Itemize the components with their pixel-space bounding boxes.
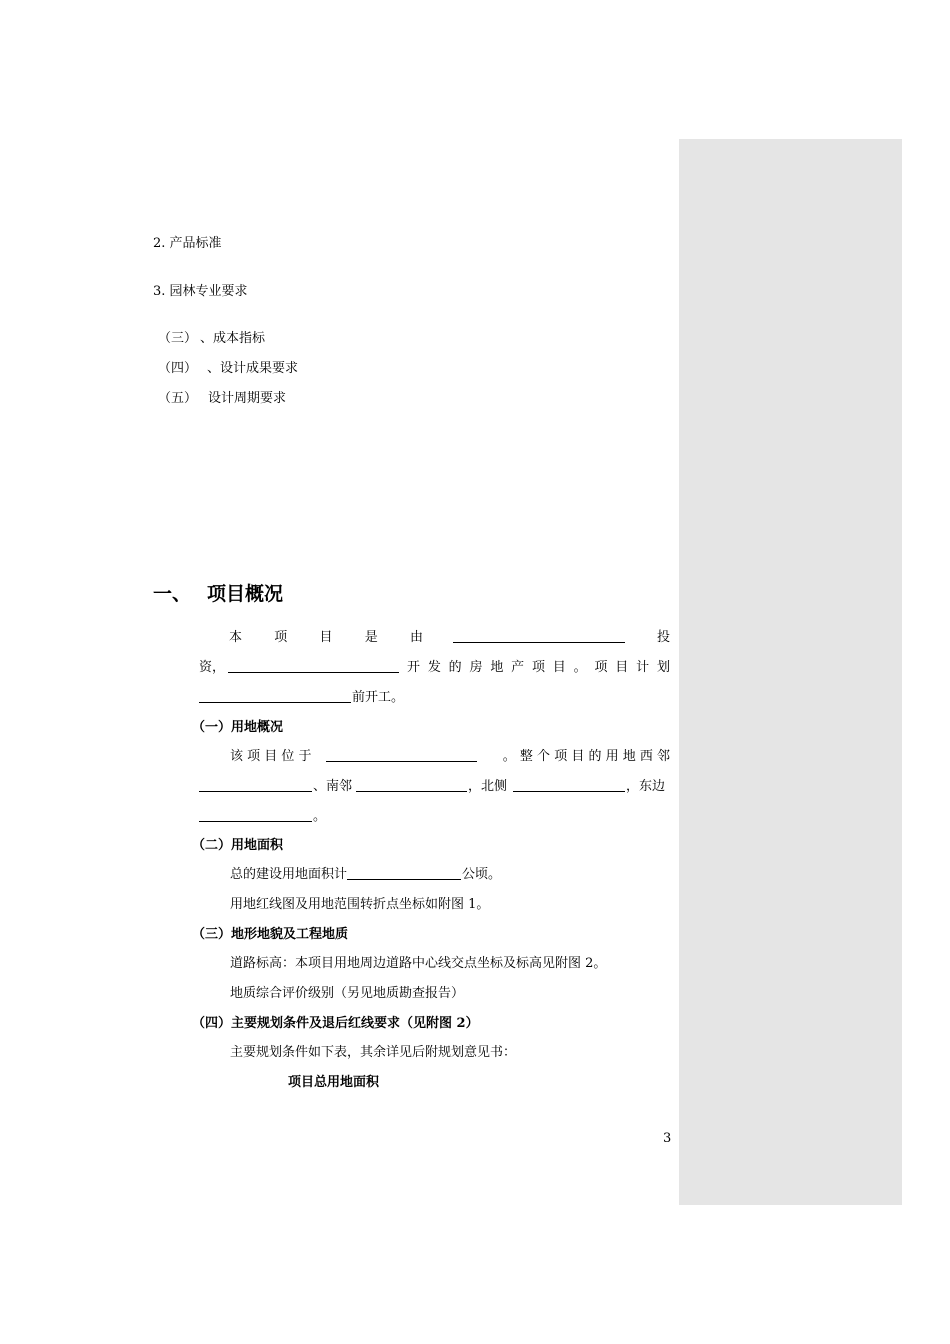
subsection-terrain: （三）地形地貌及工程地质 — [192, 927, 349, 942]
intro-char: 目 — [319, 630, 333, 645]
intro-line1 — [229, 630, 423, 646]
road-elevation: 道路标高：本项目用地周边道路中心线交点坐标及标高见附图 2。 — [230, 956, 607, 971]
intro-line1-end: 投 — [657, 630, 671, 645]
intro-line2 — [407, 660, 670, 676]
area-blank[interactable] — [347, 879, 461, 880]
west-blank[interactable] — [199, 791, 312, 792]
developer-blank[interactable] — [228, 672, 399, 673]
line2-char: 地 — [490, 660, 504, 675]
toc-item-schedule: 设计周期要求 — [208, 391, 287, 406]
start-date-blank[interactable] — [199, 702, 351, 703]
toc-item-cost-num: （三） — [158, 331, 198, 346]
page-number: 3 — [663, 1131, 672, 1146]
intro-char: 由 — [409, 630, 423, 645]
north-blank[interactable] — [513, 791, 625, 792]
toc-item-schedule-num: （五） — [158, 391, 198, 406]
intro-char: 是 — [364, 630, 378, 645]
area-unit: 公顷。 — [462, 867, 502, 882]
planning-note: 主要规划条件如下表，其余详见后附规划意见书： — [230, 1045, 517, 1060]
intro-line3-end: 前开工。 — [352, 690, 405, 705]
line2-char: 计 — [636, 660, 650, 675]
line2-char: 目 — [615, 660, 629, 675]
intro-char: 本 — [229, 630, 243, 645]
toc-item-product-standard: 2. 产品标准 — [153, 236, 222, 251]
geology-rating: 地质综合评价级别（另见地质勘查报告） — [230, 986, 465, 1001]
toc-item-cost-indicators: 、成本指标 — [200, 331, 266, 346]
south-blank[interactable] — [356, 791, 467, 792]
section-title: 项目概况 — [207, 583, 284, 605]
line2-char: 目 — [552, 660, 566, 675]
subsection-land-area: （二）用地面积 — [192, 838, 284, 853]
line2-char: 开 — [407, 660, 421, 675]
line2-char: 发 — [427, 660, 441, 675]
subsection-land-overview: （一）用地概况 — [192, 720, 284, 735]
comment-margin — [679, 139, 902, 1205]
line2-char: 项 — [594, 660, 608, 675]
line2-char: 。 — [573, 660, 587, 675]
section-number: 一、 — [153, 583, 192, 605]
sub1-end: 。 — [313, 809, 327, 824]
line2-char: 划 — [656, 660, 670, 675]
area-label: 总的建设用地面积计 — [230, 867, 348, 882]
line2-char: 房 — [469, 660, 483, 675]
location-blank[interactable] — [326, 761, 477, 762]
east-label: ，东边 — [626, 779, 666, 794]
line2-char: 项 — [531, 660, 545, 675]
toc-item-deliverables-num: （四） — [158, 361, 198, 376]
south-label: 、南邻 — [313, 779, 353, 794]
intro-line2-start: 资， — [199, 660, 226, 675]
table-caption: 项目总用地面积 — [288, 1075, 380, 1090]
east-blank[interactable] — [199, 821, 312, 822]
north-label: ，北侧 — [468, 779, 508, 794]
line2-char: 的 — [448, 660, 462, 675]
location-tail: 。 整 个 项 目 的 用 地 西 邻 — [502, 749, 670, 764]
toc-item-landscape-requirements: 3. 园林专业要求 — [153, 284, 248, 299]
redline-note: 用地红线图及用地范围转折点坐标如附图 1。 — [230, 897, 490, 912]
subsection-planning-conditions: （四）主要规划条件及退后红线要求（见附图 2） — [192, 1016, 479, 1031]
toc-item-deliverables: 、设计成果要求 — [207, 361, 299, 376]
location-label: 该 项 目 位 于 — [230, 749, 312, 764]
investor-blank[interactable] — [453, 642, 625, 643]
intro-char: 项 — [274, 630, 288, 645]
line2-char: 产 — [511, 660, 525, 675]
